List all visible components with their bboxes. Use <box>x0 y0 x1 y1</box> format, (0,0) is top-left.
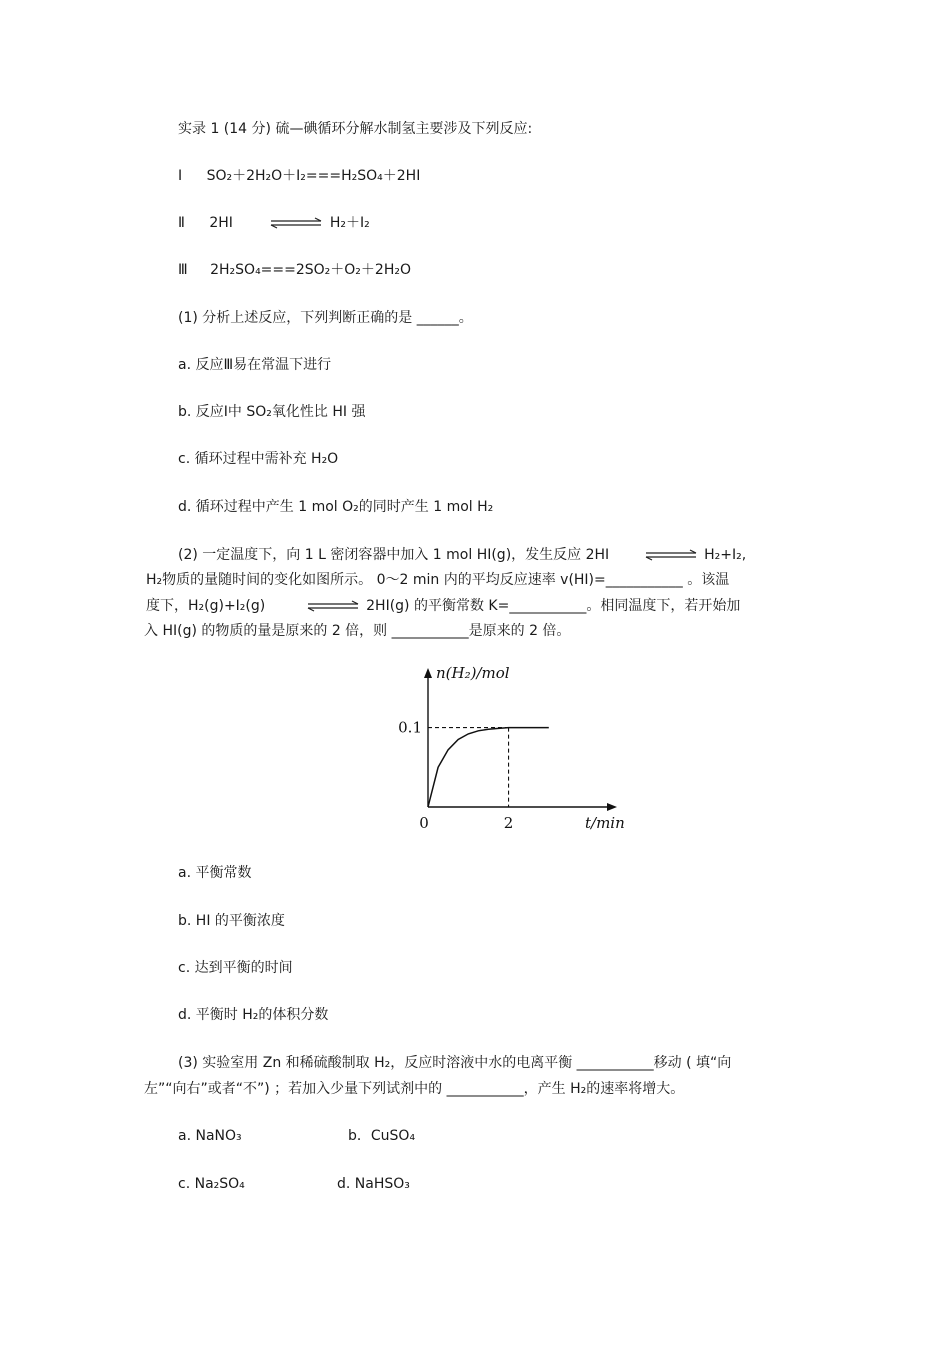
q2-line-4: 入 HI(g) 的物质的量是原来的 2 倍，则 ___________是原来的 2 倍。 <box>144 623 571 639</box>
equilibrium-arrow-icon <box>269 217 323 229</box>
q2-line-1a: (2) 一定温度下，向 1 L 密闭容器中加入 1 mol HI(g)，发生反应 2HI <box>178 547 610 563</box>
reaction-3 <box>178 260 411 280</box>
reaction-2-right: H₂＋I₂ <box>329 215 370 231</box>
q2-option-b: b. HI 的平衡浓度 <box>178 913 285 929</box>
reaction-1 <box>178 166 420 186</box>
q3-option-c: c. Na₂SO₄ <box>178 1176 245 1192</box>
equilibrium-arrow-icon <box>644 549 698 561</box>
reaction-1-equation: SO₂＋2H₂O＋I₂===H₂SO₄＋2HI <box>206 168 421 184</box>
q2-option-c: c. 达到平衡的时间 <box>178 960 293 976</box>
x-axis-arrow-icon <box>607 803 617 811</box>
reaction-2-left: 2HI <box>209 215 233 231</box>
h2-time-chart <box>390 662 625 842</box>
q2-line-3 <box>146 596 740 616</box>
reaction-3-equation: 2H₂SO₄===2SO₂＋O₂＋2H₂O <box>210 262 411 278</box>
reaction-1-label: Ⅰ <box>178 168 183 184</box>
q3-option-d: d. NaHSO₃ <box>337 1176 410 1192</box>
series-line <box>428 728 549 807</box>
q1-option-b: b. 反应Ⅰ中 SO₂氧化性比 HI 强 <box>178 404 366 420</box>
q3-option-a: a. NaNO₃ <box>178 1128 242 1144</box>
equilibrium-arrow-icon <box>306 600 360 612</box>
q1-option-a: a. 反应Ⅲ易在常温下进行 <box>178 357 332 373</box>
q2-line-1b: H₂+I₂, <box>704 547 747 563</box>
reaction-2 <box>178 213 370 233</box>
q2-option-d: d. 平衡时 H₂的体积分数 <box>178 1007 329 1023</box>
q2-line-1 <box>178 545 746 565</box>
y-axis-label: n(H₂)/mol <box>436 664 510 682</box>
q3-line-1: (3) 实验室用 Zn 和稀硫酸制取 H₂，反应时溶液中水的电离平衡 ___________移动 ( 填“向 <box>178 1055 732 1071</box>
y-tick-label: 0.1 <box>398 718 422 737</box>
q2-line-2: H₂物质的量随时间的变化如图所示。 0～2 min 内的平均反应速率 v(HI)=___________ 。该温 <box>146 572 730 588</box>
x-tick-label: 0 <box>419 814 429 832</box>
q2-line-3b: 2HI(g) 的平衡常数 K=___________。相同温度下，若开始加 <box>366 598 741 614</box>
question-intro: 实录 1 (14 分) 硫—碘循环分解水制氢主要涉及下列反应: <box>178 121 533 137</box>
reaction-2-label: Ⅱ <box>178 215 185 231</box>
q2-option-a: a. 平衡常数 <box>178 865 252 881</box>
q1-option-d: d. 循环过程中产生 1 mol O₂的同时产生 1 mol H₂ <box>178 499 494 515</box>
x-axis-label: t/min <box>585 814 625 832</box>
x-tick-label: 2 <box>503 814 514 832</box>
q3-option-b: b．CuSO₄ <box>348 1128 416 1144</box>
q2-line-3a: 度下，H₂(g)+I₂(g) <box>146 598 266 614</box>
y-axis-arrow-icon <box>424 668 432 678</box>
q1-option-c: c. 循环过程中需补充 H₂O <box>178 451 339 467</box>
q3-line-2: 左”“向右”或者“不”) ；若加入少量下列试剂中的 ___________，产生 H₂的速率将增大。 <box>144 1081 685 1097</box>
q1-stem: (1) 分析上述反应，下列判断正确的是 ______。 <box>178 310 473 326</box>
reaction-3-label: Ⅲ <box>178 262 188 278</box>
